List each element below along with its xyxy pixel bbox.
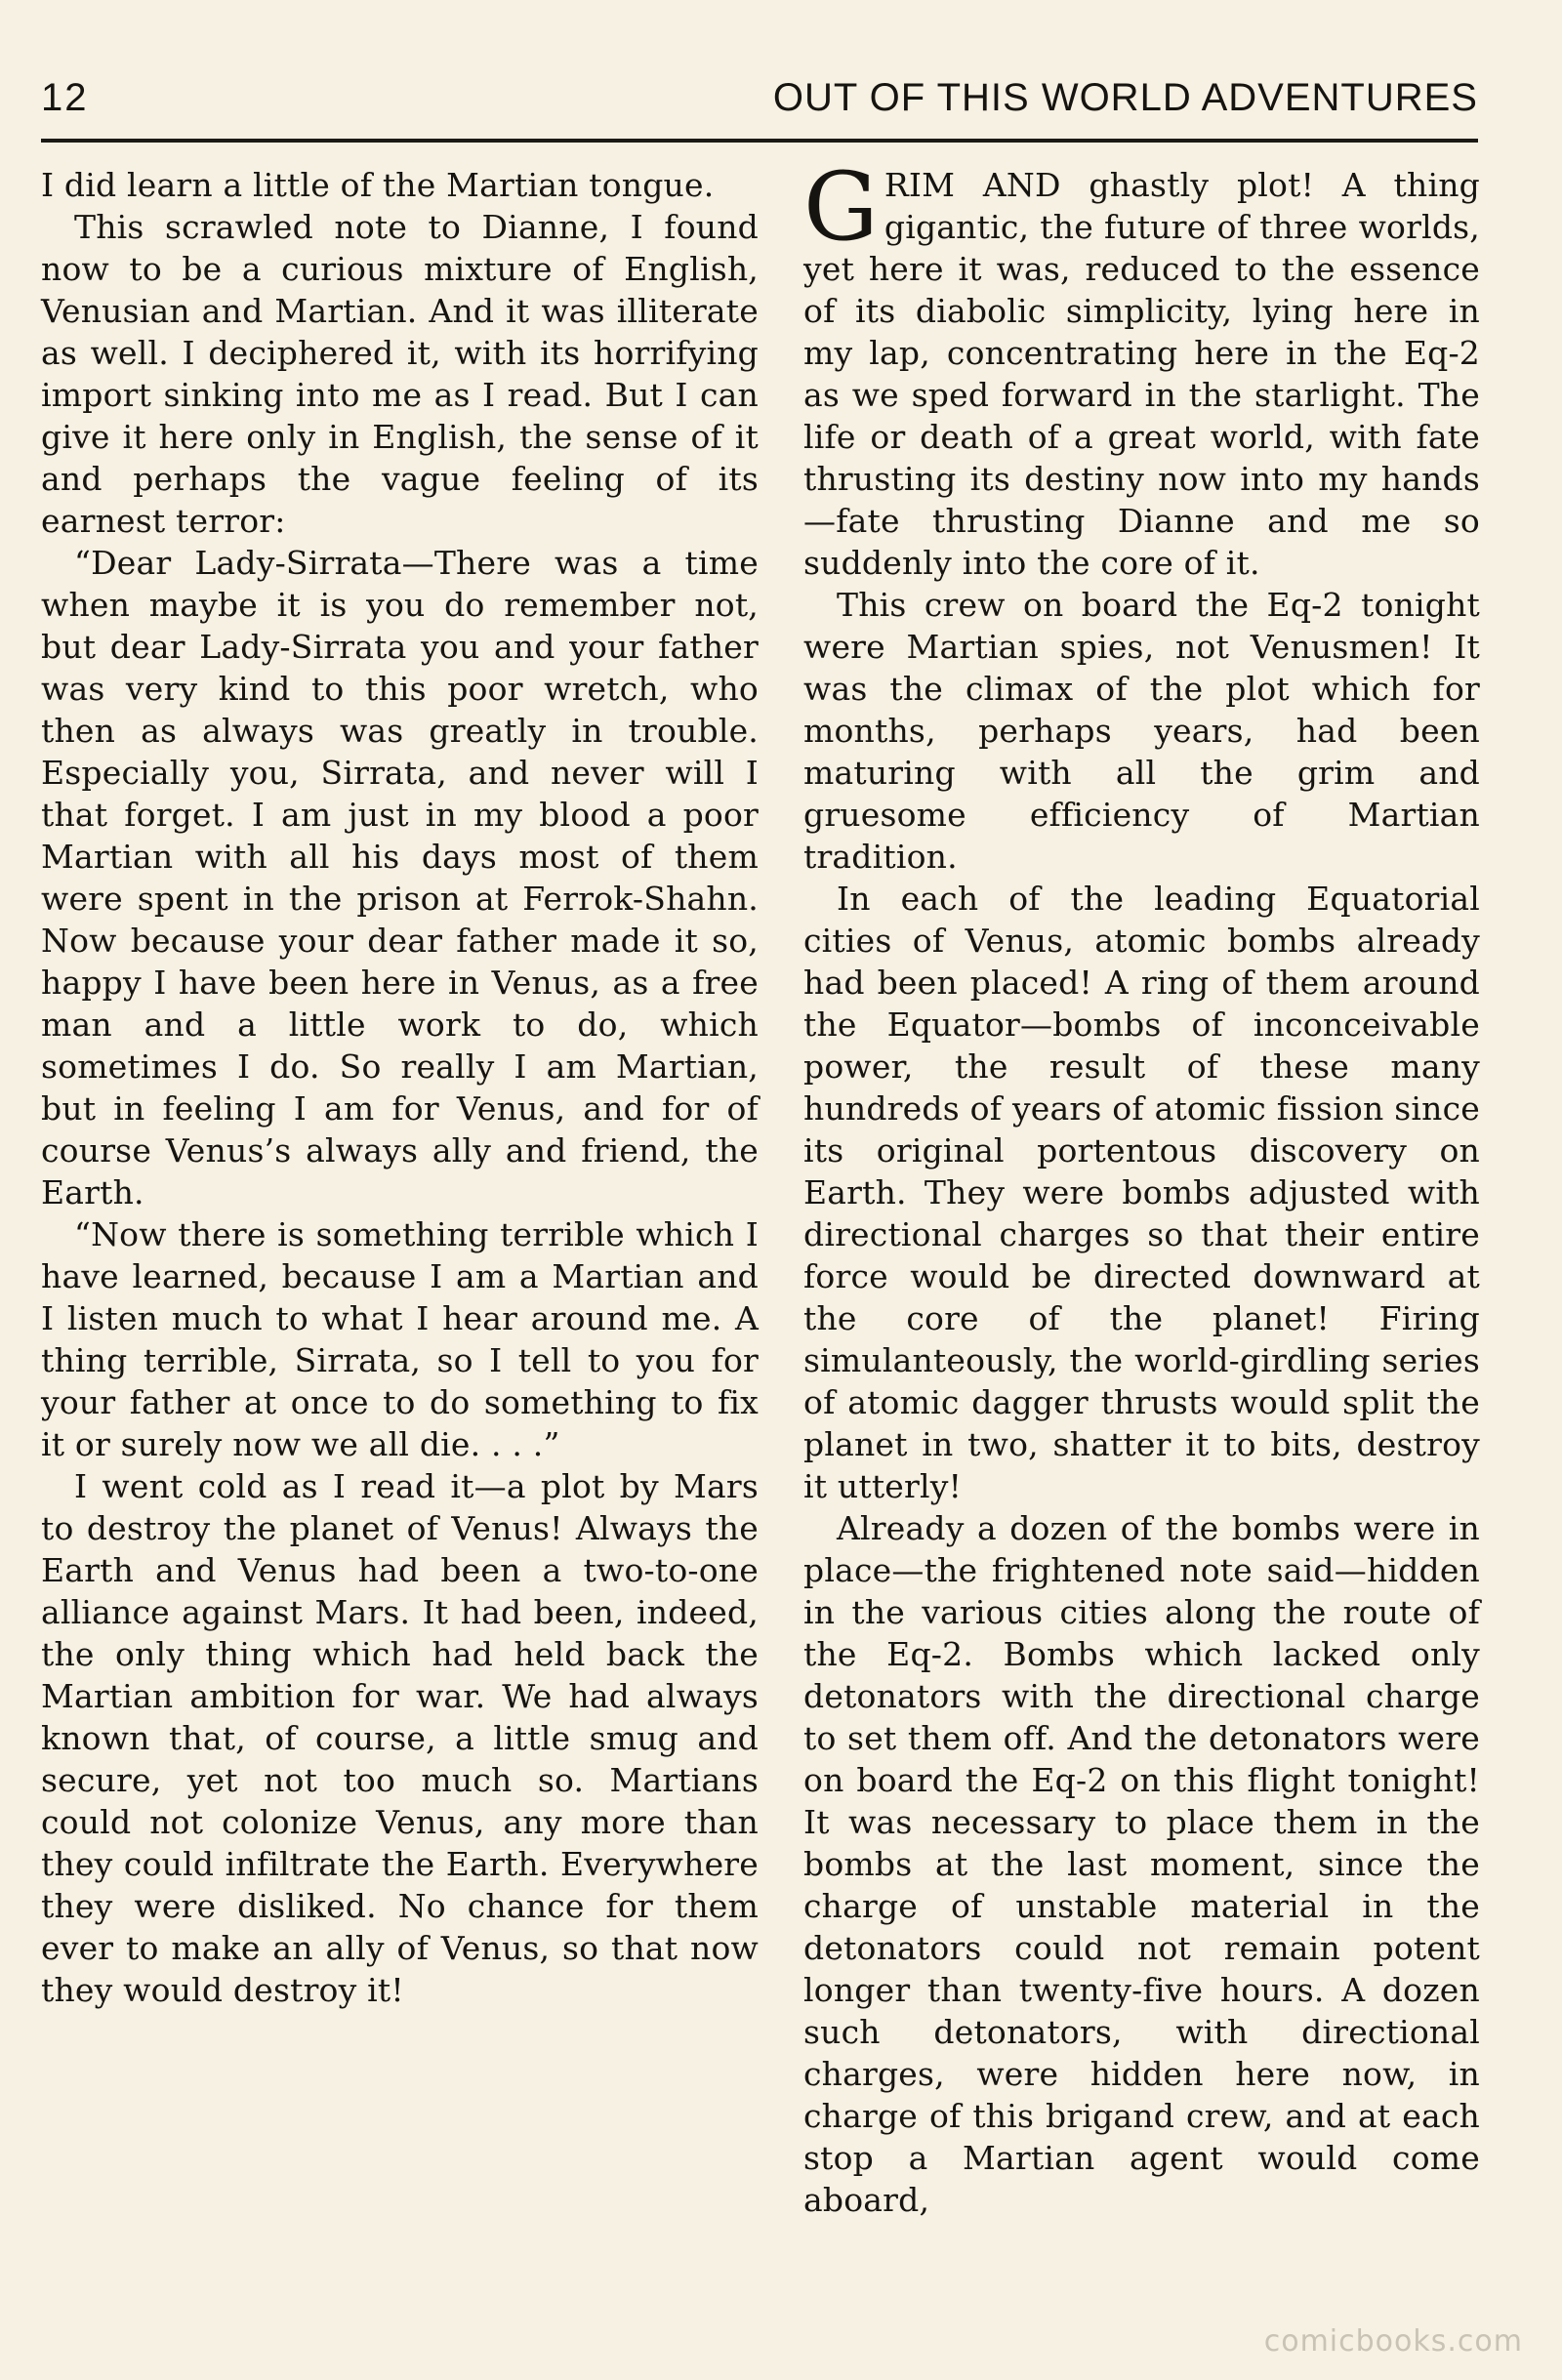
header-rule	[41, 139, 1478, 143]
page-number: 12	[41, 76, 89, 119]
left-column	[41, 164, 759, 2011]
paragraph: This crew on board the Eq-2 tonight were Martian spies, not Venusmen! It was the climax of the plot which for months, perhaps years, had been maturing with all the grim and gruesome efficiency of Martian tradition.	[803, 586, 1480, 876]
watermark: comicbooks.com	[1263, 2324, 1523, 2359]
page-header	[41, 68, 1478, 137]
paragraph: I went cold as I read it—a plot by Mars to destroy the planet of Venus! Always the Earth and Venus had been a two-to-one alliance against Mars. It had been, indeed, the only thing which had held back the Martian ambition for war. We had always known that, of course, a little smug and secure, yet not too much so. Martians could not colonize Venus, any more than they could infiltrate the Earth. Everywhere they were disliked. No chance for them ever to make an ally of Venus, so that now they would destroy it!	[41, 1467, 759, 2009]
running-head: OUT OF THIS WORLD ADVENTURES	[772, 76, 1478, 119]
opening-paragraph-text: RIM AND ghastly plot! A thing gigantic, the future of three worlds, yet here it was, reduced to the essence of its diabolic simplicity, lying here in my lap, concentrating here in the Eq-2 as we sped forward in the starlight. The life or death of a great world, with fate thrusting its destiny now into my hands—fate thrusting Dianne and me so suddenly into the core of it.	[803, 166, 1480, 582]
paragraph: In each of the leading Equatorial cities of Venus, atomic bombs already had been placed! A ring of them around the Equator—bombs of inconceivable power, the result of these many hundreds of years of atomic fission since its original portentous discovery on Earth. They were bombs adjusted with directional charges so that their entire force would be directed downward at the core of the planet! Firing simulanteously, the world-girdling series of atomic dagger thrusts would split the planet in two, shatter it to bits, destroy it utterly!	[803, 880, 1480, 1505]
paragraph: “Dear Lady-Sirrata—There was a time when maybe it is you do remember not, but dear Lady-Sirrata you and your father was very kind to this poor wretch, who then as always was greatly in trouble. Especially you, Sirrata, and never will I that forget. I am just in my blood a poor Martian with all his days most of them were spent in the prison at Ferrok-Shahn. Now because your dear father made it so, happy I have been here in Venus, as a free man and a little work to do, which sometimes I do. So really I am Martian, but in feeling I am for Venus, and for of course Venus’s always ally and friend, the Earth.	[41, 544, 759, 1211]
drop-cap: G	[803, 152, 879, 262]
paragraph: Already a dozen of the bombs were in place—the frightened note said—hidden in the various cities along the route of the Eq-2. Bombs which lacked only detonators with the directional charge to set them off. And the detonators were on board the Eq-2 on this flight tonight! It was necessary to place them in the bombs at the last moment, since the charge of unstable material in the detonators could not remain potent longer than twenty-five hours. A dozen such detonators, with directional charges, were hidden here now, in charge of this brigand crew, and at each stop a Martian agent would come aboard,	[803, 1509, 1480, 2219]
right-column	[803, 152, 1480, 2221]
paragraph: This scrawled note to Dianne, I found now to be a curious mixture of English, Venusian and Martian. And it was illiterate as well. I deciphered it, with its horrifying import sinking into me as I read. But I can give it here only in English, the sense of it and perhaps the vague feeling of its earnest terror:	[41, 208, 759, 540]
opening-paragraph	[803, 152, 1480, 584]
paragraph: “Now there is something terrible which I have learned, because I am a Martian and I listen much to what I hear around me. A thing terrible, Sirrata, so I tell to you for your father at once to do something to fix it or surely now we all die. . . .”	[41, 1215, 759, 1463]
paragraph: I did learn a little of the Martian tongue.	[41, 166, 715, 204]
